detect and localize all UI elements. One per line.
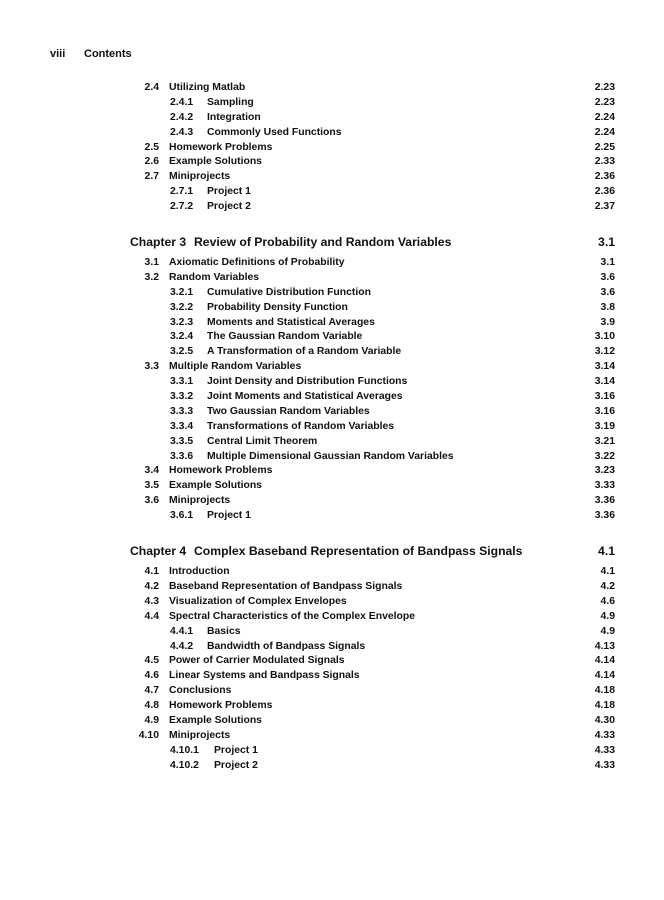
toc-subsection-row	[130, 200, 615, 215]
toc-entry-page: 2.23	[594, 96, 615, 108]
toc-entry-number: 4.10.1	[170, 744, 199, 756]
toc-entry-number: 4.6	[144, 670, 159, 682]
toc-entry-number: 2.7.1	[170, 186, 194, 198]
toc-entry-number: 2.6	[144, 156, 159, 168]
toc-entry-title: Transformations of Random Variables	[207, 420, 395, 432]
toc-entry-title: Commonly Used Functions	[207, 126, 342, 138]
toc-entry-number: 4.7	[144, 685, 159, 697]
toc-entry-page: 3.19	[594, 420, 615, 432]
toc-entry-number: 3.4	[144, 465, 159, 477]
toc-subsection-row	[130, 126, 615, 141]
toc-entry-title: Complex Baseband Representation of Bandpass Signals	[194, 544, 523, 559]
toc-entry-number: 2.4.1	[170, 96, 194, 108]
toc-entry-number: 3.3.4	[170, 420, 194, 432]
toc-entry-title: Spectral Characteristics of the Complex Envelope	[169, 610, 415, 622]
toc-entry-page: 4.9	[600, 610, 615, 622]
toc-entry-page: 3.6	[600, 271, 615, 283]
toc-subsection-row	[130, 96, 615, 111]
toc-entry-number: 2.5	[144, 141, 159, 153]
toc-entry-number: 4.9	[144, 714, 159, 726]
toc-section-row	[130, 479, 615, 494]
toc-entry-page: 4.14	[594, 670, 615, 682]
toc-entry-page: 3.36	[594, 510, 615, 522]
toc-entry-number: 4.8	[144, 700, 159, 712]
toc-entry-title: Sampling	[207, 96, 254, 108]
toc-entry-title: Project 2	[214, 759, 258, 771]
toc-entry-title: Random Variables	[169, 271, 260, 283]
running-title: Contents	[84, 48, 132, 60]
toc-entry-title: The Gaussian Random Variable	[207, 331, 363, 343]
toc-entry-title: Example Solutions	[169, 480, 262, 492]
toc-section-row	[130, 155, 615, 170]
toc-entry-number: 2.4.3	[170, 126, 194, 138]
toc-subsection-row	[130, 301, 615, 316]
toc-entry-page: 3.14	[594, 361, 615, 373]
toc-entry-page: 3.23	[594, 465, 615, 477]
toc-entry-page: 4.9	[600, 625, 615, 637]
toc-entry-number: 2.7	[144, 171, 159, 183]
toc-entry-title: Introduction	[169, 566, 230, 578]
toc-entry-number: 4.5	[144, 655, 159, 667]
toc-entry-page: 3.16	[594, 391, 615, 403]
toc-subsection-row	[130, 316, 615, 331]
toc-entry-number: 4.10	[138, 729, 159, 741]
toc-entry-page: 3.6	[600, 286, 615, 298]
toc-entry-title: Conclusions	[169, 685, 232, 697]
toc-entry-page: 4.1	[598, 544, 615, 559]
toc-subsection-row	[130, 111, 615, 126]
toc-section-row	[130, 360, 615, 375]
toc-section-row	[130, 256, 615, 271]
toc-entry-title: Probability Density Function	[207, 301, 348, 313]
toc-entry-number: 4.1	[144, 566, 159, 578]
toc-entry-number: 3.3	[144, 361, 159, 373]
toc-entry-number: 3.6.1	[170, 510, 194, 522]
toc-entry-number: 2.4.2	[170, 111, 194, 123]
toc-entry-number: 4.4	[144, 610, 159, 622]
toc-section-row	[130, 565, 615, 580]
toc-section-row	[130, 595, 615, 610]
toc-entry-page: 3.1	[598, 235, 615, 250]
toc-subsection-row	[130, 420, 615, 435]
table-of-contents	[130, 81, 615, 774]
toc-entry-page: 2.33	[594, 156, 615, 168]
toc-entry-number: 4.2	[144, 580, 159, 592]
toc-subsection-row	[130, 509, 615, 524]
toc-entry-page: 4.1	[600, 566, 615, 578]
toc-subsection-row	[130, 744, 615, 759]
toc-entry-number: 3.5	[144, 480, 159, 492]
toc-entry-title: Example Solutions	[169, 156, 262, 168]
toc-subsection-row	[130, 286, 615, 301]
toc-entry-title: A Transformation of a Random Variable	[207, 346, 402, 358]
toc-entry-page: 3.9	[600, 316, 615, 328]
toc-entry-page: 4.33	[594, 729, 615, 741]
toc-entry-title: Baseband Representation of Bandpass Signals	[169, 580, 403, 592]
toc-entry-page: 4.33	[594, 744, 615, 756]
toc-subsection-row	[130, 450, 615, 465]
toc-entry-title: Example Solutions	[169, 714, 262, 726]
toc-entry-page: 4.18	[594, 700, 615, 712]
toc-subsection-row	[130, 625, 615, 640]
toc-section-row	[130, 684, 615, 699]
toc-entry-title: Bandwidth of Bandpass Signals	[207, 640, 366, 652]
toc-entry-number: 3.2.1	[170, 286, 194, 298]
toc-entry-page: 2.37	[594, 201, 615, 213]
toc-entry-title: Power of Carrier Modulated Signals	[169, 655, 345, 667]
toc-entry-number: Chapter 4	[130, 544, 187, 559]
toc-entry-page: 3.10	[594, 331, 615, 343]
toc-chapter-row	[130, 542, 615, 561]
toc-entry-number: 4.3	[144, 595, 159, 607]
toc-subsection-row	[130, 405, 615, 420]
toc-section-row	[130, 81, 615, 96]
toc-entry-title: Central Limit Theorem	[207, 435, 318, 447]
toc-section-row	[130, 580, 615, 595]
toc-entry-number: 3.2.2	[170, 301, 194, 313]
toc-entry-title: Two Gaussian Random Variables	[207, 405, 370, 417]
toc-entry-number: 3.2.3	[170, 316, 194, 328]
toc-entry-number: 3.1	[144, 257, 159, 269]
toc-subsection-row	[130, 330, 615, 345]
toc-section-row	[130, 729, 615, 744]
toc-entry-title: Joint Moments and Statistical Averages	[207, 391, 403, 403]
toc-entry-title: Axiomatic Definitions of Probability	[169, 257, 345, 269]
toc-entry-number: 3.3.2	[170, 391, 194, 403]
toc-entry-page: 4.33	[594, 759, 615, 771]
toc-entry-title: Joint Density and Distribution Functions	[207, 376, 408, 388]
toc-entry-title: Moments and Statistical Averages	[207, 316, 375, 328]
toc-entry-title: Basics	[207, 625, 241, 637]
toc-entry-number: 3.3.5	[170, 435, 194, 447]
toc-section-row	[130, 699, 615, 714]
toc-entry-number: 3.3.1	[170, 376, 194, 388]
toc-entry-page: 2.23	[594, 82, 615, 93]
toc-entry-title: Project 1	[214, 744, 258, 756]
toc-entry-number: 4.4.1	[170, 625, 194, 637]
toc-section-row	[130, 464, 615, 479]
toc-entry-title: Integration	[207, 111, 261, 123]
toc-entry-page: 4.14	[594, 655, 615, 667]
toc-entry-page: 4.6	[600, 595, 615, 607]
toc-chapter-row	[130, 233, 615, 252]
toc-entry-number: 3.2.5	[170, 346, 194, 358]
toc-entry-page: 3.12	[594, 346, 615, 358]
toc-subsection-row	[130, 759, 615, 774]
toc-entry-title: Miniprojects	[169, 729, 231, 741]
toc-entry-page: 2.36	[594, 171, 615, 183]
page-number: viii	[50, 48, 66, 60]
toc-subsection-row	[130, 345, 615, 360]
toc-entry-page: 3.21	[594, 435, 615, 447]
toc-entry-title: Visualization of Complex Envelopes	[169, 595, 347, 607]
toc-entry-title: Homework Problems	[169, 141, 273, 153]
toc-section-row	[130, 170, 615, 185]
toc-subsection-row	[130, 640, 615, 655]
toc-entry-title: Homework Problems	[169, 700, 273, 712]
toc-section-row	[130, 654, 615, 669]
toc-entry-page: 2.36	[594, 186, 615, 198]
toc-entry-number: Chapter 3	[130, 235, 187, 250]
toc-entry-title: Miniprojects	[169, 171, 231, 183]
toc-entry-page: 3.1	[600, 257, 615, 269]
toc-entry-page: 3.8	[600, 301, 615, 313]
toc-section-row	[130, 141, 615, 156]
toc-entry-number: 3.2.4	[170, 331, 194, 343]
toc-entry-title: Miniprojects	[169, 495, 231, 507]
toc-subsection-row	[130, 390, 615, 405]
toc-entry-title: Review of Probability and Random Variables	[194, 235, 452, 250]
toc-entry-number: 4.10.2	[170, 759, 199, 771]
toc-subsection-row	[130, 435, 615, 450]
toc-entry-page: 3.36	[594, 495, 615, 507]
toc-entry-page: 4.13	[594, 640, 615, 652]
toc-section-row	[130, 714, 615, 729]
toc-subsection-row	[130, 185, 615, 200]
toc-section-row	[130, 610, 615, 625]
toc-entry-number: 4.4.2	[170, 640, 194, 652]
toc-entry-title: Homework Problems	[169, 465, 273, 477]
toc-entry-number: 3.6	[144, 495, 159, 507]
toc-subsection-row	[130, 375, 615, 390]
toc-entry-title: Cumulative Distribution Function	[207, 286, 371, 298]
toc-entry-page: 2.25	[594, 141, 615, 153]
toc-entry-title: Linear Systems and Bandpass Signals	[169, 670, 360, 682]
toc-entry-number: 3.2	[144, 271, 159, 283]
toc-entry-page: 4.2	[600, 580, 615, 592]
toc-entry-page: 4.18	[594, 685, 615, 697]
toc-section-row	[130, 271, 615, 286]
toc-entry-title: Utilizing Matlab	[169, 82, 246, 93]
toc-entry-number: 3.3.6	[170, 450, 194, 462]
toc-entry-title: Project 1	[207, 510, 251, 522]
toc-entry-title: Multiple Dimensional Gaussian Random Variables	[207, 450, 454, 462]
toc-section-row	[130, 669, 615, 684]
toc-entry-title: Project 2	[207, 201, 251, 213]
toc-entry-title: Multiple Random Variables	[169, 361, 302, 373]
toc-entry-number: 2.4	[144, 82, 159, 93]
toc-entry-page: 2.24	[594, 111, 615, 123]
toc-entry-page: 2.24	[594, 126, 615, 138]
toc-entry-page: 3.16	[594, 405, 615, 417]
toc-section-row	[130, 494, 615, 509]
toc-entry-page: 4.30	[594, 714, 615, 726]
running-header	[50, 47, 132, 61]
toc-entry-page: 3.22	[594, 450, 615, 462]
toc-entry-page: 3.33	[594, 480, 615, 492]
toc-entry-page: 3.14	[594, 376, 615, 388]
toc-entry-title: Project 1	[207, 186, 251, 198]
toc-entry-number: 2.7.2	[170, 201, 194, 213]
toc-entry-number: 3.3.3	[170, 405, 194, 417]
